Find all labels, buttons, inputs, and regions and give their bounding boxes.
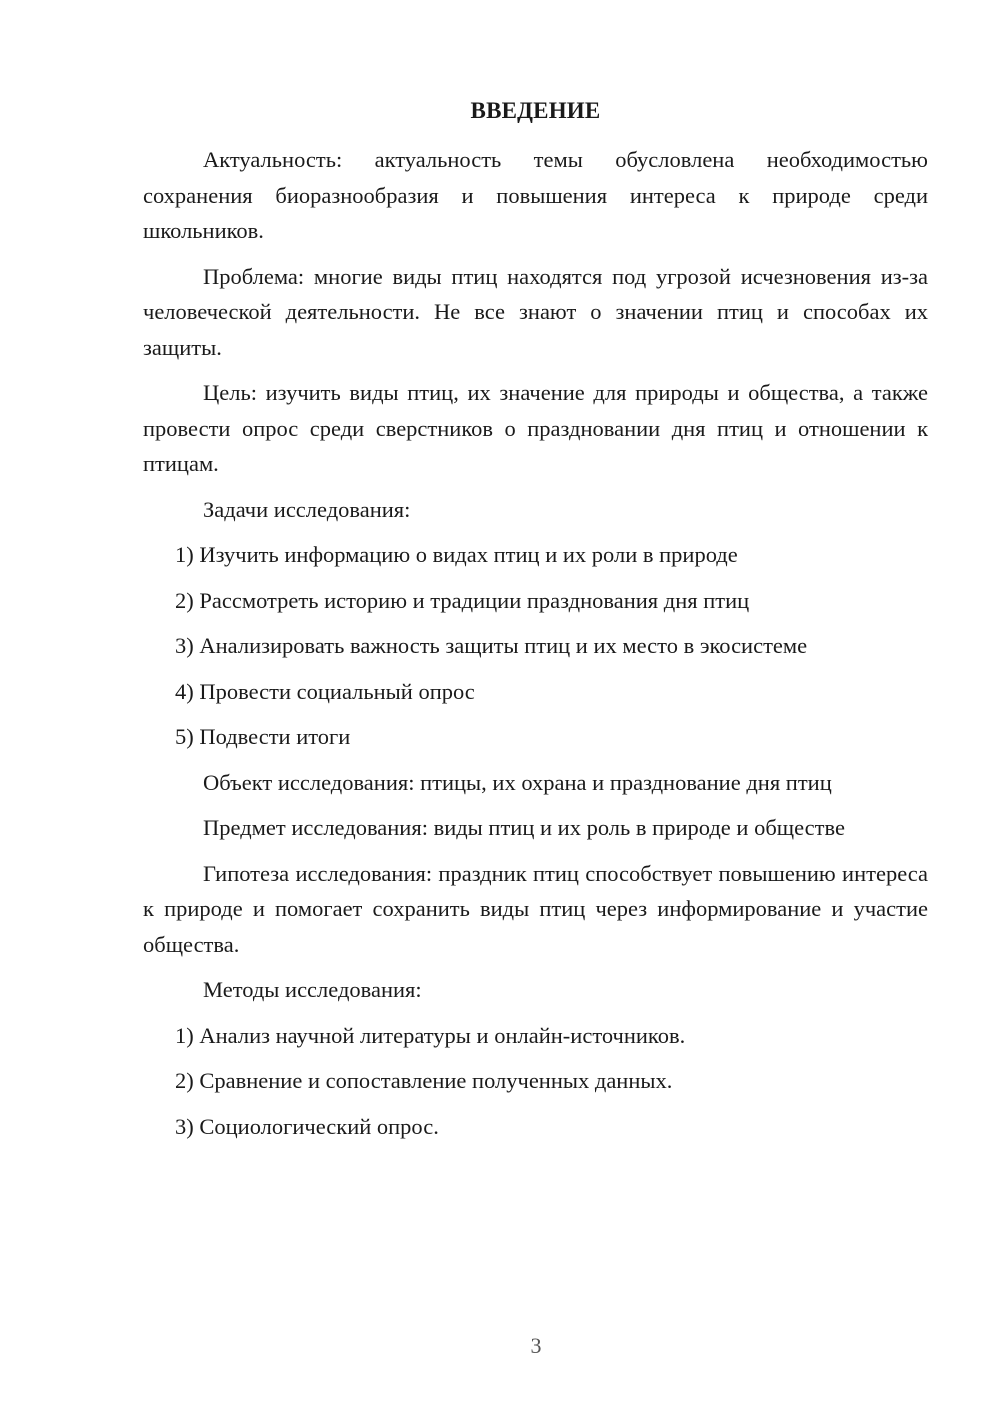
task-item: 2) Рассмотреть историю и традиции празднования дня птиц bbox=[175, 587, 750, 613]
relevance-paragraph: Актуальность: актуальность темы обусловлена необходимостью сохранения биоразнообразия и повышения интереса к природе среди школьников. bbox=[143, 147, 928, 243]
goal-paragraph: Цель: изучить виды птиц, их значение для природы и общества, а также провести опрос среди сверстников о праздновании дня птиц и отношении к птицам. bbox=[143, 380, 928, 476]
method-item: 3) Социологический опрос. bbox=[175, 1113, 439, 1139]
task-item: 3) Анализировать важность защиты птиц и их место в экосистеме bbox=[175, 633, 808, 658]
document-body bbox=[143, 142, 928, 1144]
page-heading: ВВЕДЕНИЕ bbox=[470, 98, 601, 123]
task-item: 4) Провести социальный опрос bbox=[175, 678, 475, 704]
object-paragraph: Объект исследования: птицы, их охрана и празднование дня птиц bbox=[203, 769, 832, 795]
problem-paragraph: Проблема: многие виды птиц находятся под угрозой исчезновения из-за человеческой деятельности. Не все знают о значении птиц и способах их защиты. bbox=[143, 263, 928, 360]
hypothesis-paragraph: Гипотеза исследования: праздник птиц способствует повышению интереса к природе и помогает сохранить виды птиц через информирование и участие общества. bbox=[143, 860, 928, 957]
subject-paragraph: Предмет исследования: виды птиц и их роль в природе и обществе bbox=[203, 815, 845, 840]
method-item: 1) Анализ научной литературы и онлайн-источников. bbox=[175, 1022, 686, 1048]
task-item: 1) Изучить информацию о видах птиц и их роли в природе bbox=[175, 542, 738, 567]
task-item: 5) Подвести итоги bbox=[175, 724, 351, 749]
methods-title: Методы исследования: bbox=[203, 977, 422, 1002]
tasks-title: Задачи исследования: bbox=[203, 496, 411, 522]
method-item: 2) Сравнение и сопоставление полученных данных. bbox=[175, 1068, 673, 1093]
page-number: 3 bbox=[530, 1333, 542, 1358]
